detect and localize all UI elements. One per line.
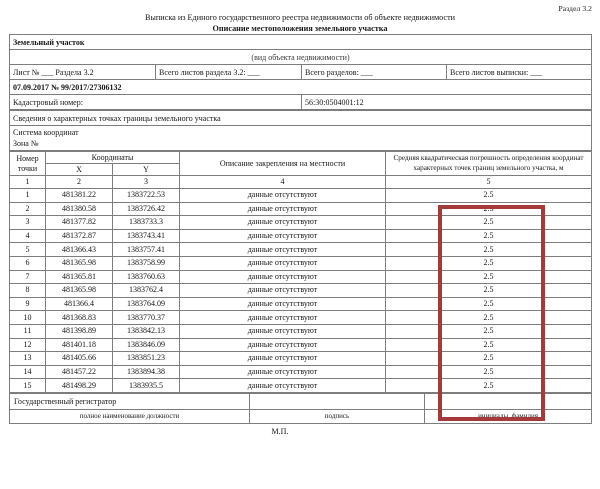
registrar-table <box>9 393 592 424</box>
header-point-no <box>10 152 46 176</box>
point-no: 6 <box>10 256 46 270</box>
table-row <box>10 270 592 284</box>
table-row <box>10 324 592 338</box>
point-error: 2.5 <box>386 229 592 243</box>
point-error: 2.5 <box>386 365 592 379</box>
point-x: 481365.98 <box>46 256 113 270</box>
colnum-1: 1 <box>10 176 46 189</box>
header-point-no-line2: точки <box>17 163 38 173</box>
points-heading-cell: Сведения о характерных точках границы земельного участка <box>10 111 592 126</box>
point-x: 481380.58 <box>46 202 113 216</box>
point-description: данные отсутствуют <box>180 284 386 298</box>
point-description: данные отсутствуют <box>180 338 386 352</box>
point-x: 481366.43 <box>46 243 113 257</box>
point-error: 2.5 <box>386 297 592 311</box>
point-description: данные отсутствуют <box>180 243 386 257</box>
point-error: 2.5 <box>386 338 592 352</box>
header-point-no-line1: Номер <box>16 153 39 163</box>
point-y: 1383846.09 <box>113 338 180 352</box>
section-tag: Раздел 3.2 <box>558 4 592 13</box>
object-type-cell: Земельный участок <box>10 35 592 50</box>
table-row <box>10 379 592 393</box>
point-error: 2.5 <box>386 202 592 216</box>
point-x: 481405.66 <box>46 352 113 366</box>
coordinates-table <box>9 151 592 393</box>
point-x: 481365.81 <box>46 270 113 284</box>
point-no: 11 <box>10 324 46 338</box>
point-x: 481377.82 <box>46 216 113 230</box>
caption-position: полное наименование должности <box>10 409 250 423</box>
point-y: 1383760.63 <box>113 270 180 284</box>
point-error: 2.5 <box>386 311 592 325</box>
point-x: 481398.89 <box>46 324 113 338</box>
colnum-2: 2 <box>46 176 113 189</box>
table-row <box>10 393 592 409</box>
total-extract-sheets-cell: Всего листов выписки: ___ <box>447 65 592 80</box>
table-row <box>10 202 592 216</box>
point-description: данные отсутствуют <box>180 229 386 243</box>
point-description: данные отсутствуют <box>180 379 386 393</box>
point-no: 4 <box>10 229 46 243</box>
table-row <box>10 284 592 298</box>
point-no: 13 <box>10 352 46 366</box>
table-row <box>10 35 592 50</box>
header-description: Описание закрепления на местности <box>180 152 386 176</box>
table-row <box>10 216 592 230</box>
cadastral-number-cell: 56:30:0504001:12 <box>302 95 592 110</box>
point-x: 481381.22 <box>46 189 113 203</box>
point-x: 481368.83 <box>46 311 113 325</box>
point-description: данные отсутствуют <box>180 324 386 338</box>
point-no: 9 <box>10 297 46 311</box>
table-row <box>10 311 592 325</box>
point-y: 1383894.38 <box>113 365 180 379</box>
point-error: 2.5 <box>386 270 592 284</box>
table-row <box>10 95 592 110</box>
point-y: 1383722.53 <box>113 189 180 203</box>
point-y: 1383733.3 <box>113 216 180 230</box>
registrar-name-cell <box>425 393 592 409</box>
point-y: 1383757.41 <box>113 243 180 257</box>
point-description: данные отсутствуют <box>180 365 386 379</box>
point-description: данные отсутствуют <box>180 297 386 311</box>
registrar-label-cell: Государственный регистратор <box>10 393 250 409</box>
table-header-row <box>10 152 592 164</box>
table-row <box>10 338 592 352</box>
table-row <box>10 352 592 366</box>
table-row <box>10 50 592 65</box>
table-row <box>10 297 592 311</box>
point-no: 8 <box>10 284 46 298</box>
point-y: 1383758.99 <box>113 256 180 270</box>
point-y: 1383743.41 <box>113 229 180 243</box>
point-no: 15 <box>10 379 46 393</box>
point-x: 481498.29 <box>46 379 113 393</box>
header-error: Средняя квадратическая погрешность определения координат характерных точек границ земельного участка, м <box>386 152 592 176</box>
point-error: 2.5 <box>386 284 592 298</box>
caption-name: инициалы, фамилия <box>425 409 592 423</box>
point-x: 481457.22 <box>46 365 113 379</box>
point-y: 1383842.13 <box>113 324 180 338</box>
table-row <box>10 65 592 80</box>
point-y: 1383935.5 <box>113 379 180 393</box>
stamp-mark: М.П. <box>271 426 289 436</box>
point-description: данные отсутствуют <box>180 311 386 325</box>
table-row <box>10 243 592 257</box>
header-coordinates: Координаты <box>46 152 180 164</box>
caption-signature: подпись <box>250 409 425 423</box>
table-row <box>10 80 592 95</box>
point-error: 2.5 <box>386 379 592 393</box>
point-y: 1383764.09 <box>113 297 180 311</box>
document-title-line1: Выписка из Единого государственного реестра недвижимости об объекте недвижимости <box>144 13 456 22</box>
header-y: Y <box>113 164 180 176</box>
document-title <box>0 0 600 34</box>
date-and-number-cell: 07.09.2017 № 99/2017/27306132 <box>10 80 592 95</box>
point-x: 481366.4 <box>46 297 113 311</box>
table-row <box>10 256 592 270</box>
point-description: данные отсутствуют <box>180 202 386 216</box>
coordinates-table-body <box>10 189 592 393</box>
colnum-3: 3 <box>113 176 180 189</box>
point-description: данные отсутствуют <box>180 189 386 203</box>
point-no: 2 <box>10 202 46 216</box>
document-title-line2: Описание местоположения земельного участка <box>212 24 388 33</box>
registrar-signature-cell <box>250 393 425 409</box>
points-info-table <box>9 110 592 151</box>
point-error: 2.5 <box>386 216 592 230</box>
point-y: 1383726.42 <box>113 202 180 216</box>
coord-system-cell <box>10 126 592 151</box>
total-section-sheets-cell: Всего листов раздела 3.2: ___ <box>156 65 302 80</box>
object-type-caption: (вид объекта недвижимости) <box>10 50 592 65</box>
object-info-table <box>9 34 592 110</box>
point-x: 481401.18 <box>46 338 113 352</box>
colnum-4: 4 <box>180 176 386 189</box>
table-row <box>10 111 592 126</box>
table-row <box>10 365 592 379</box>
total-sections-cell: Всего разделов: ___ <box>302 65 447 80</box>
point-no: 3 <box>10 216 46 230</box>
point-no: 1 <box>10 189 46 203</box>
table-row <box>10 189 592 203</box>
point-no: 12 <box>10 338 46 352</box>
point-error: 2.5 <box>386 243 592 257</box>
point-error: 2.5 <box>386 352 592 366</box>
point-y: 1383770.37 <box>113 311 180 325</box>
table-row <box>10 126 592 151</box>
table-column-number-row <box>10 176 592 189</box>
point-description: данные отсутствуют <box>180 270 386 284</box>
point-no: 7 <box>10 270 46 284</box>
point-y: 1383851.23 <box>113 352 180 366</box>
point-x: 481372.87 <box>46 229 113 243</box>
point-description: данные отсутствуют <box>180 216 386 230</box>
table-row <box>10 409 592 423</box>
header-x: X <box>46 164 113 176</box>
point-error: 2.5 <box>386 189 592 203</box>
point-no: 5 <box>10 243 46 257</box>
point-no: 14 <box>10 365 46 379</box>
table-row <box>10 229 592 243</box>
point-error: 2.5 <box>386 256 592 270</box>
coord-system-line2: Зона № <box>13 139 39 148</box>
point-description: данные отсутствуют <box>180 256 386 270</box>
cadastral-label-cell: Кадастровый номер: <box>10 95 302 110</box>
colnum-5: 5 <box>386 176 592 189</box>
point-error: 2.5 <box>386 324 592 338</box>
point-y: 1383762.4 <box>113 284 180 298</box>
point-no: 10 <box>10 311 46 325</box>
coord-system-line1: Система координат <box>13 128 79 137</box>
sheet-number-cell: Лист № ___ Раздела 3.2 <box>10 65 156 80</box>
point-description: данные отсутствуют <box>180 352 386 366</box>
point-x: 481365.98 <box>46 284 113 298</box>
